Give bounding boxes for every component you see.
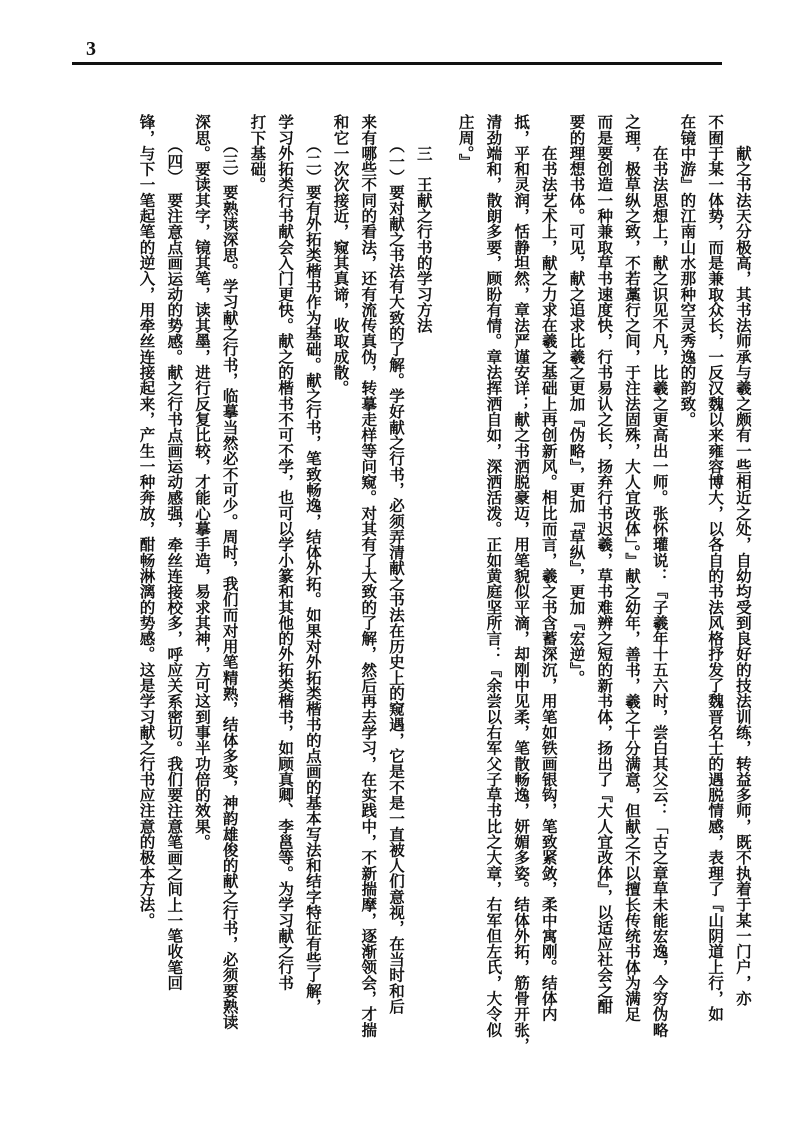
text-column: 献之书法天分极高，其书法师承与羲之颇有一些相近之处，自幼均受到良好的技法训练，转益多师，既不执着于某一门户，亦: [733, 114, 752, 1007]
text-column: 在书法艺术上，献之力求在羲之基础上再创新风。相比而言，羲之书含蓄深沉，用笔如铁画银钩，笔致紧敛，柔中寓刚。结体内: [539, 114, 558, 1022]
text-column: 在镜中游』的江南山水那种空灵秀逸的韵致。: [678, 114, 697, 427]
text-column: 深思。要读其字，镜其笔，读其墨，进行反复比较，才能心摹手造，易求其神，方可这到事半功倍的效果。: [192, 114, 211, 850]
text-column: 清劲端和，散朗多要，顾盼有情。章法挥洒自如，深洒活泼。正如黄庭坚所言：『余尝以右军父子草书比之大章，右军但左氏，大令似: [484, 114, 503, 1038]
page-text: [137, 114, 752, 1053]
text-column: （二）要有外拓类楷书作为基础。献之行书，笔致畅逸，结体外拓。如果对外拓类楷书的点画的基本写法和结字特征有些了解，: [303, 114, 322, 1014]
text-column: 学习外拓类行书献会入门更快。献之的楷书不可不学，也可以学小篆和其他的外拓类楷书，如顾真卿、李邕等。为学习献之行书: [276, 114, 295, 991]
text-column: 打下基础。: [248, 114, 267, 193]
text-column: 锋，与下一笔起笔的逆入，用牵丝连接起来，产生一种奔放，酣畅淋漓的势感。这是学习献之行书应注意的极本方法。: [137, 114, 156, 928]
page-number: 3: [86, 38, 96, 60]
text-column: 而是要创造一种兼取草书速度快，行书易认之长，扬弃行书迟羲，草书难辨之短的新书体，扬出了『大人宜改体』，以适应社会之酣: [595, 114, 614, 1014]
text-column: 之理，极草纵之致，不若藁行之间，于注法固殊，大人宜改体」。』献之幼年，善书，羲之十分满意，但献之不以擅长传统书体为满足: [622, 114, 641, 1022]
text-column: （三）要熟读深思。学习献之行书，临摹当然必不可少。周时，我们而对用笔精熟，结体多变，神韵雄俊的献之行书，必须要熟读: [220, 114, 239, 1030]
text-column: （一）要对献之书法有大致的了解。学好献之行书，必须弄清献之书法在历史上的窥遇，它是不是一直被人们意视，在当时和后: [386, 114, 405, 1014]
header-rule: [72, 62, 722, 65]
text-column: 和它一次次接近，窥其真谛，收取成散。: [331, 114, 350, 396]
text-column: （四） 要注意点画运动的势感。献之行书点画运动感强，牵丝连接校多，呼应关系密切。我们要注意笔画之间上一笔收笔回: [165, 114, 184, 991]
section-heading: 三 王献之行书的学习方法: [414, 114, 433, 334]
text-column: 庄周。』: [456, 114, 475, 169]
text-column: 抵，平和灵润，恬静坦然，章法严谨安详；献之书洒脱豪迈，用笔貌似平滴，却刚中见柔，笔散畅逸，妍媚多姿。结体外拓，筋骨开张，: [512, 114, 531, 1053]
text-column: 来有哪些不同的看法，还有流传真伪，转摹走样等问窥。对其有了大致的了解，然后再去学习，在实践中，不新揣摩，逐渐领会，才揣: [359, 114, 378, 1038]
text-column: 在书法思想上，献之识见不凡，比羲之更高出一师。张怀瓘说：『子羲年十五六时，尝白其父云：「古之章草未能宏逸，今穷伪略: [650, 114, 669, 1038]
text-column: 要的理想书体。可见，献之追求比羲之更加『伪略』，更加『草纵』，更加『宏逆』。: [567, 114, 586, 686]
text-column: 不囿于某一体势，而是兼取众长，一反汉魏以来雍容博大，以各自的书法风格抒发了魏晋名士的遇脱情感，表理了『山阴道上行，如: [706, 114, 725, 1022]
